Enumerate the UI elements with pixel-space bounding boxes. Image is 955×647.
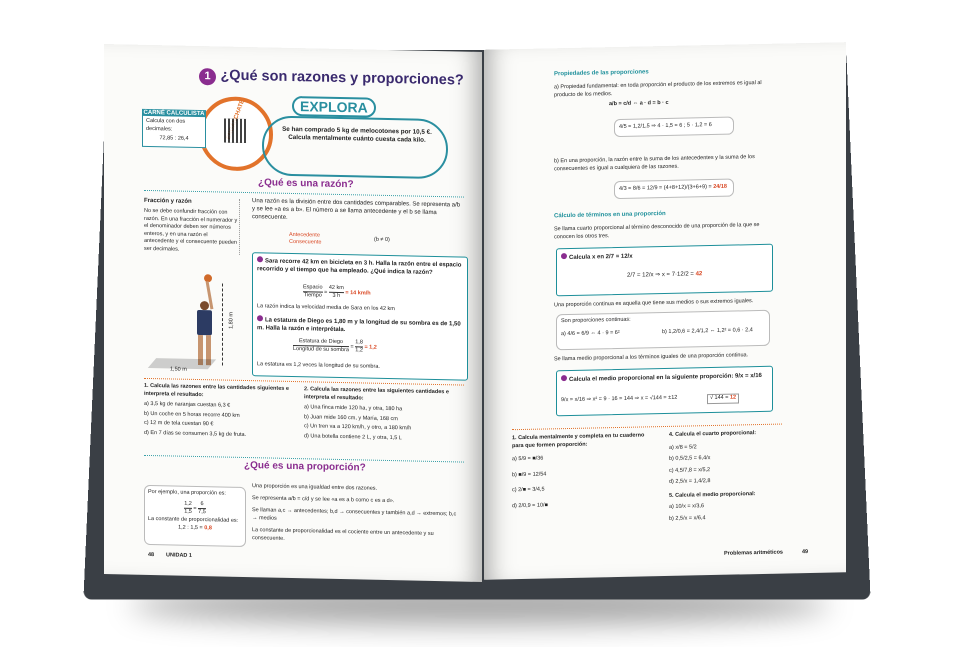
- proportion-names: Se llaman a,c → antecedentes; b,d → consecuentes y también a,d → extremos; b,c → medios: [252, 507, 457, 522]
- property-a-example: 4/5 = 1,2/1,5 ⇒ 4 · 1,5 = 6 ; 5 · 1,2 = 6: [614, 117, 734, 137]
- example-3-calculation: 2/7 = 12/x ⇒ x = 7·12/2 = 42: [627, 271, 703, 279]
- qr-code[interactable]: [224, 119, 248, 144]
- page-title: ¿Qué son razones y proporciones?: [220, 67, 464, 89]
- consecuente-label: Consecuente: [289, 238, 322, 246]
- explora-text: Se han comprado 5 kg de melocotones por 10,5 €. Calcula mentalmente cuánto cuesta cada kilo.: [282, 125, 432, 144]
- example-2-question: La estatura de Diego es 1,80 m y la longitud de su sombra es de 1,50 m. Halla la razón e interprétala.: [257, 315, 462, 336]
- property-b-text: b) En una proporción, la razón entre la suma de los antecedentes y la suma de los consecuentes es igual a cualquiera de las razones.: [554, 154, 755, 172]
- continua-example-a: a) 4/6 = 6/9 ⇔ 4 · 9 = 6²: [561, 329, 620, 338]
- proportion-representation: Se representa a/b = c/d y se lee «a es a b como c es a d».: [252, 494, 395, 504]
- activity-item: a) 5/9 = ■/36: [512, 455, 544, 463]
- basketball-illustration: [152, 270, 242, 377]
- example-4-calculation: 9/x = x/16 ⇒ x² = 9 · 16 = 144 ⇒ x = √144 = ±12: [561, 394, 678, 404]
- page-number-right: 49: [802, 549, 809, 556]
- activity-2: [304, 386, 464, 443]
- explora-label: EXPLORA: [292, 96, 376, 118]
- example-2-formula: $\frac{\text{Estatura de Diego}}{\text{Longitud de su sombra}}$ = $\frac{1,8}{1,2}$ = 1,2: [293, 338, 377, 354]
- proportion-constant-value: 1,2 : 1,5 = 0,8: [178, 524, 212, 532]
- activity-item: a) x/8 = 5/2: [669, 443, 697, 451]
- activity-2-title: 2. Calcula las razones entre las siguientes cantidades e interpreta el resultado:: [304, 386, 449, 401]
- carne-title: CARNÉ CALCULISTA: [143, 109, 205, 118]
- unit-title: [199, 66, 464, 91]
- proportion-definitions: [252, 483, 462, 546]
- activity-2-item: d) Una botella contiene 2 L, y otra, 1,5 L: [304, 432, 402, 441]
- unit-label: UNIDAD 1: [166, 552, 192, 559]
- proportion-definition: Una proporción es una igualdad entre dos razones.: [252, 483, 378, 492]
- activity-item: b) ■/9 = 12/54: [512, 470, 547, 478]
- property-a-text: a) Propiedad fundamental: en toda proporción el producto de los extremos es igual al producto de los medios.: [554, 79, 762, 98]
- page-number-left: 48: [148, 551, 155, 559]
- calc-terms-title: Cálculo de términos en una proporción: [554, 210, 666, 220]
- activity-1-item: c) 12 m de tela cuestan 90 €: [144, 419, 214, 428]
- b-nonzero: (b ≠ 0): [374, 236, 390, 244]
- carne-text: Calcula con dos decimales:: [146, 117, 186, 132]
- activity-title: 4. Calcula el cuarto proporcional:: [669, 430, 757, 438]
- player-head: [200, 301, 209, 310]
- enganchate-badge: [199, 96, 273, 172]
- example-1-formula: $\frac{\text{Espacio}}{\text{Tiempo}}$ = $\frac{42 km}{3 h}$ = 14 km/h: [303, 284, 371, 299]
- activity-1-title: 1. Calcula las razones entre las cantidades siguientes e interpreta el resultado:: [144, 382, 289, 398]
- carne-calculista: [142, 109, 206, 148]
- medio-definition: Se llama medio proporcional a los términos iguales de una proporción continua.: [554, 352, 749, 363]
- activity-2-item: c) Un tren va a 120 km/h, y otro, a 180 km/h: [304, 423, 412, 432]
- activity-1-right: [512, 432, 652, 510]
- example-2-answer: La estatura es 1,2 veces la longitud de su sombra.: [257, 361, 380, 370]
- section-razon-title: ¿Qué es una razón?: [258, 177, 354, 191]
- height-label: 1,80 m: [228, 311, 235, 329]
- property-a-formula: a/b = c/d ⇔ a · d = b · c: [609, 99, 669, 108]
- activity-item: b) 0,5/2,5 = 6,4/x: [669, 455, 711, 462]
- example-1-question: Sara recorre 42 km en bicicleta en 3 h. Halla la razón entre el espacio recorrido y el tiempo que ha empleado. ¿Qué indica la razón?: [257, 256, 462, 277]
- activity-4-right: [669, 429, 789, 523]
- continua-box: [556, 310, 770, 350]
- proportion-example-text: Por ejemplo, una proporción es:: [148, 488, 226, 497]
- continua-box-title: Son proporciones continuas:: [561, 316, 631, 325]
- example-4-box: [556, 366, 773, 417]
- activity-2-item: b) Juan mide 160 cm, y María, 168 cm: [304, 413, 398, 422]
- example-3-question: Calcula x en 2/7 = 12/x: [561, 252, 633, 262]
- example-4-question: Calcula el medio proporcional en la siguiente proporción: 9/x = x/16: [561, 371, 762, 384]
- activity-2-item: a) Una finca mide 120 ha, y otra, 180 ha: [304, 404, 403, 413]
- activity-1-item: b) Un coche en 5 horas recorre 400 km: [144, 410, 240, 419]
- shadow-label: 1,50 m: [170, 366, 187, 373]
- activity-item: d) 2/0,9 = 10/■: [512, 501, 548, 509]
- activity-item: a) 10/x = x/3,6: [669, 503, 705, 510]
- example-3-box: [556, 244, 773, 297]
- activity-1: [144, 383, 294, 440]
- side-note-title: Fracción y razón: [144, 197, 192, 205]
- activities-divider: [512, 424, 782, 431]
- side-note: [144, 197, 240, 255]
- player-jersey: [197, 310, 212, 335]
- example-1-answer: La razón indica la velocidad media de Sara en los 42 km: [257, 303, 395, 313]
- explora-ring: [262, 115, 448, 179]
- unit-number-badge: 1: [199, 68, 216, 85]
- continua-example-b: b) 1,2/0,6 = 2,4/1,2 ⇔ 1,2² = 0,6 · 2,4: [662, 327, 753, 336]
- razon-definition: Una razón es la división entre dos cantidades comparables. Se representa a/b y se lee «a es a b». El número a se llama antecedente y el b se llama consecuente.: [252, 198, 461, 221]
- footer-title: Problemas aritméticos: [724, 549, 783, 557]
- activity-item: c) 2/■ = 3/4,5: [512, 486, 545, 494]
- cuarto-definition: Se llama cuarto proporcional al término desconocido de una proporción de la que se conocen los otros tres.: [554, 222, 760, 240]
- activity-item: d) 2,5/x = 1,4/2,8: [669, 478, 711, 485]
- proportion-example-box: [144, 485, 246, 547]
- calculator-key: √ 144 = 12: [707, 393, 739, 403]
- section-divider: [144, 190, 464, 198]
- properties-title: Propiedades de las proporciones: [554, 69, 649, 78]
- proportion-constant-definition: La constante de proporcionalidad es el cociente entre un antecedente y su consecuente.: [252, 527, 434, 542]
- activity-title: 5. Calcula el medio proporcional:: [669, 490, 756, 499]
- carne-expr: 72,85 : 26,4: [159, 135, 189, 142]
- height-line: [222, 284, 224, 366]
- property-b-example: 4/3 = 8/6 = 12/9 = (4+8+12)/(3+6+9) = 24/18: [614, 179, 734, 199]
- activity-title: 1. Calcula mentalmente y completa en tu cuaderno para que formen proporción:: [512, 432, 645, 449]
- activity-item: c) 4,5/7,8 = x/5,2: [669, 466, 711, 474]
- right-page: [484, 42, 846, 580]
- proportion-constant-text: La constante de proporcionalidad es:: [148, 515, 239, 524]
- activity-item: b) 2,5/x = x/6,4: [669, 514, 706, 522]
- activity-1-item: a) 3,5 kg de naranjas cuestan 6,3 €: [144, 400, 231, 409]
- side-note-text: No se debe confundir fracción con razón. En una fracción el numerador y el denominador deben ser números enteros, y en una razón el antecedente y el consecuente pueden ser decimales.: [144, 207, 238, 253]
- left-page: [104, 44, 482, 582]
- antecedente-label: Antecedente: [289, 231, 320, 239]
- activity-1-item: d) En 7 días se consumen 3,5 kg de fruta.: [144, 429, 247, 438]
- continua-definition: Una proporción continua es aquella que tiene sus medios o sus extremos iguales.: [554, 298, 754, 309]
- section-proporcion-title: ¿Qué es una proporción?: [244, 459, 366, 474]
- proportion-example-fraction: $\frac{1,2}{1,5}$ = $\frac{6}{7,5}$: [184, 500, 206, 515]
- examples-box: [252, 252, 468, 381]
